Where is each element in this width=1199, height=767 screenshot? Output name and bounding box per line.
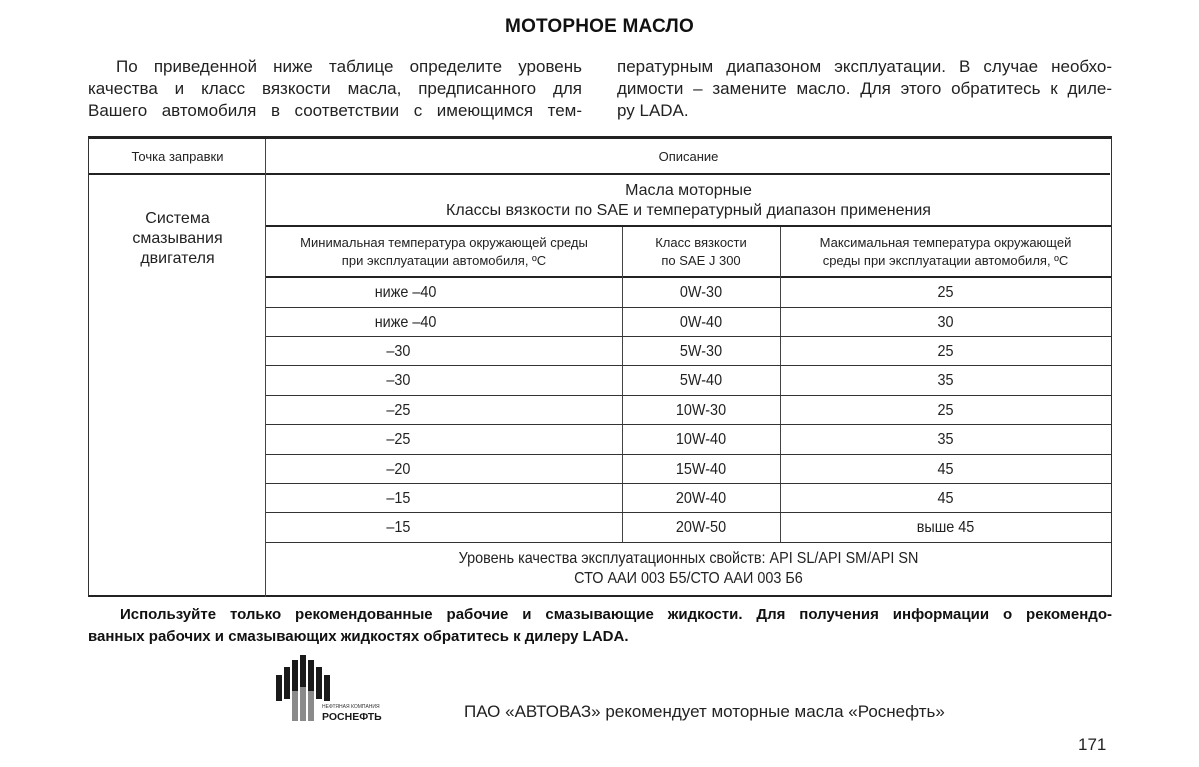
svg-text:НЕФТЯНАЯ КОМПАНИЯ: НЕФТЯНАЯ КОМПАНИЯ (322, 704, 380, 710)
fluids-note (88, 604, 1112, 648)
note-line: ванных рабочих и смазывающих жидкостях обратитесь к дилеру LADA. (88, 628, 629, 645)
table-cell-max-temp: 35 (937, 371, 954, 389)
column-divider-1 (622, 227, 623, 542)
rosneft-recommendation: ПАО «АВТОВАЗ» рекомендует моторные масла «Роснефть» (464, 702, 945, 721)
table-cell-sae-class: 20W-50 (675, 518, 727, 536)
col-header-line: Максимальная температура окружающей (819, 235, 1072, 250)
footer-line: Уровень качества эксплуатационных свойств: API SL/API SM/API SN (458, 550, 919, 567)
svg-text:РОСНЕФТЬ: РОСНЕФТЬ (322, 711, 382, 723)
table-cell-sae-class: 15W-40 (675, 460, 727, 478)
page-number: 171 (1078, 735, 1107, 754)
header-description: Описание (658, 149, 719, 164)
table-cell-sae-class: 10W-40 (675, 430, 727, 448)
intro-line: По приведенной ниже таблице определите уровень (116, 57, 582, 76)
page-title: МОТОРНОЕ МАСЛО (505, 16, 694, 37)
table-cell-sae-class: 0W-30 (679, 283, 723, 301)
quality-level-footer (308, 543, 1069, 595)
col-header-line: среды при эксплуатации автомобиля, ºС (822, 253, 1069, 268)
table-cell-max-temp: 30 (937, 313, 954, 331)
table-cell-max-temp: 45 (937, 489, 954, 507)
section-title (266, 176, 1111, 226)
intro-line: Вашего автомобиля в соответствии с имеющимся тем- (88, 101, 582, 120)
filling-point-cell (89, 199, 266, 279)
table-cell-min-temp: ниже –40 (374, 283, 437, 301)
oil-spec-table (88, 136, 1112, 597)
table-cell-min-temp: –20 (386, 460, 411, 478)
filling-point-line: Система (145, 210, 210, 227)
table-cell-min-temp: –25 (386, 401, 411, 419)
table-cell-sae-class: 0W-40 (679, 313, 723, 331)
filling-point-line: смазывания (132, 230, 223, 247)
intro-line: димости – замените масло. Для этого обратитесь к диле- (617, 79, 1112, 98)
footer-line: СТО ААИ 003 Б5/СТО ААИ 003 Б6 (574, 570, 803, 587)
table-cell-min-temp: ниже –40 (374, 313, 437, 331)
col-header-line: при эксплуатации автомобиля, ºС (341, 253, 547, 268)
note-line: Используйте только рекомендованные рабочие и смазывающие жидкости. Для получения информации о рекомендо- (120, 606, 1112, 623)
table-cell-max-temp: выше 45 (916, 518, 975, 536)
table-cell-sae-class: 5W-30 (679, 342, 723, 360)
section-title-line: Масла моторные (625, 182, 752, 199)
intro-line: пературным диапазоном эксплуатации. В случае необхо- (617, 57, 1112, 76)
rosneft-logo (276, 655, 416, 725)
intro-line: качества и класс вязкости масла, предписанного для (88, 79, 582, 98)
table-cell-max-temp: 25 (937, 401, 954, 419)
table-cell-min-temp: –30 (386, 342, 411, 360)
rosneft-logo-icon (276, 655, 416, 725)
table-cell-max-temp: 25 (937, 342, 954, 360)
table-cell-min-temp: –15 (386, 518, 411, 536)
table-cell-max-temp: 35 (937, 430, 954, 448)
col-header-min-temp (266, 227, 622, 277)
intro-paragraph-left (88, 56, 582, 122)
intro-paragraph-right (617, 56, 1112, 122)
table-cell-min-temp: –30 (386, 371, 411, 389)
table-cell-max-temp: 45 (937, 460, 954, 478)
section-title-line: Классы вязкости по SAE и температурный диапазон применения (446, 202, 931, 219)
column-divider-2 (780, 227, 781, 542)
table-cell-min-temp: –25 (386, 430, 411, 448)
col-header-line: по SAE J 300 (661, 253, 741, 268)
table-cell-sae-class: 5W-40 (679, 371, 723, 389)
table-cell-sae-class: 10W-30 (675, 401, 727, 419)
intro-line: ру LADA. (617, 101, 689, 120)
col-header-line: Минимальная температура окружающей среды (300, 235, 588, 250)
col-header-line: Класс вязкости (655, 235, 747, 250)
table-cell-min-temp: –15 (386, 489, 411, 507)
filling-point-line: двигателя (140, 250, 215, 267)
header-filling-point: Точка заправки (131, 149, 224, 164)
col-header-max-temp (780, 227, 1111, 277)
header-divider (89, 173, 1110, 175)
col-header-sae-class (622, 227, 780, 277)
table-cell-max-temp: 25 (937, 283, 954, 301)
table-cell-sae-class: 20W-40 (675, 489, 727, 507)
